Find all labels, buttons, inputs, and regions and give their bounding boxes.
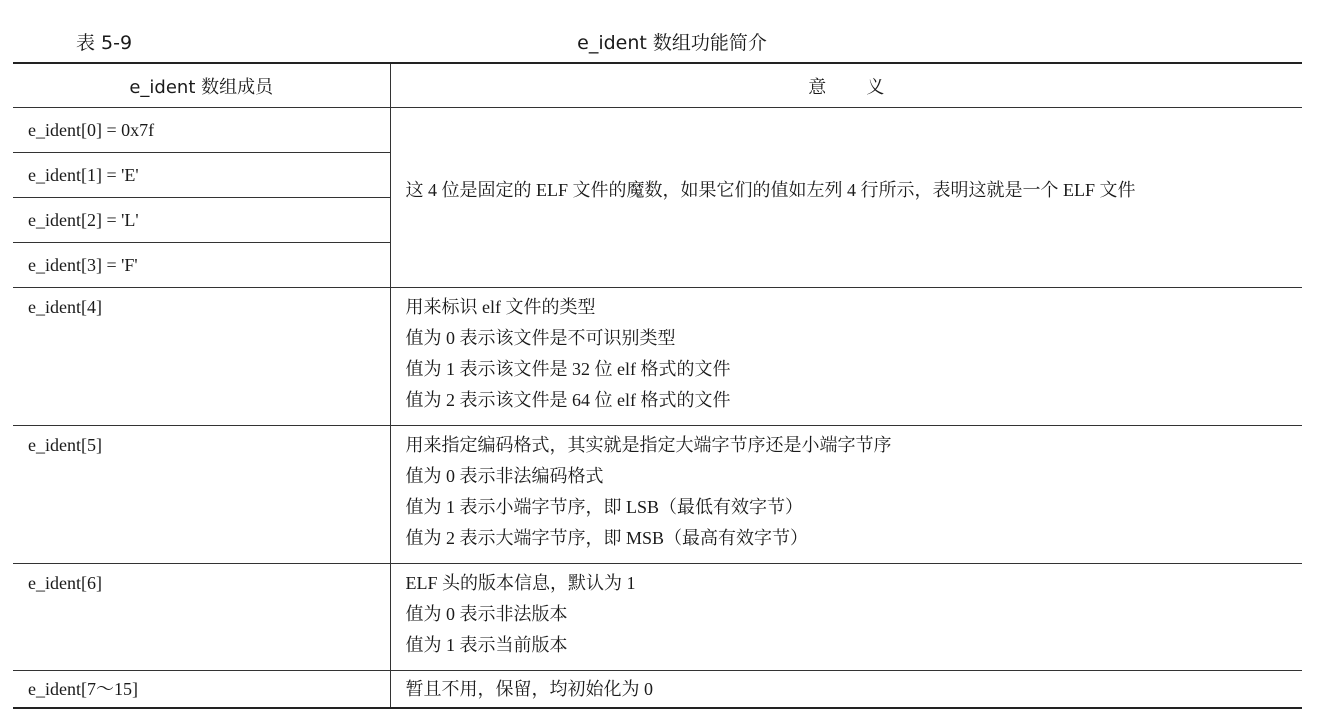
magic-meaning-cell [390,108,1302,288]
table-row-ident-0 [13,108,1302,153]
header-member: e_ident 数组成员 [13,63,390,108]
meaning-line: 值为 1 表示当前版本 [405,635,568,655]
header-meaning-b: 义 [866,76,885,98]
member-cell-1: e_ident[1] = 'E' [13,153,390,198]
member-cell-7-15: e_ident[7～15] [13,671,390,709]
e-ident-table [13,62,1302,709]
member-cell-6: e_ident[6] [13,564,390,671]
meaning-cell-4 [390,288,1302,426]
meaning-line: 用来标识 elf 文件的类型 [405,297,596,317]
header-meaning-a: 意 [808,76,827,98]
member-cell-4: e_ident[4] [13,288,390,426]
meaning-line: ELF 头的版本信息，默认为 1 [405,573,636,593]
header-meaning [390,63,1302,108]
table-row-ident-4 [13,288,1302,426]
member-cell-0: e_ident[0] = 0x7f [13,108,390,153]
meaning-line: 值为 0 表示非法编码格式 [405,466,604,486]
meaning-cell-6 [390,564,1302,671]
table-header-row [13,63,1302,108]
table-title: e_ident 数组功能简介 [577,32,767,54]
table-row-ident-6 [13,564,1302,671]
member-cell-2: e_ident[2] = 'L' [13,198,390,243]
meaning-line: 值为 0 表示非法版本 [405,604,568,624]
table-number: 表 5-9 [76,32,133,54]
magic-meaning-text: 这 4 位是固定的 ELF 文件的魔数，如果它们的值如左列 4 行所示，表明这就是一个 ELF 文件 [405,180,1136,200]
meaning-line: 用来指定编码格式，其实就是指定大端字节序还是小端字节序 [405,435,892,455]
meaning-cell-5 [390,426,1302,564]
member-cell-5: e_ident[5] [13,426,390,564]
table-caption [0,26,1344,56]
meaning-line: 值为 2 表示该文件是 64 位 elf 格式的文件 [405,390,731,410]
meaning-line: 值为 0 表示该文件是不可识别类型 [405,328,676,348]
table-row-ident-7-15 [13,671,1302,709]
member-cell-3: e_ident[3] = 'F' [13,243,390,288]
meaning-cell-7-15: 暂且不用，保留，均初始化为 0 [390,671,1302,709]
meaning-line: 值为 2 表示大端字节序，即 MSB（最高有效字节） [405,528,809,548]
table-row-ident-5 [13,426,1302,564]
meaning-line: 值为 1 表示小端字节序，即 LSB（最低有效字节） [405,497,804,517]
meaning-line: 值为 1 表示该文件是 32 位 elf 格式的文件 [405,359,731,379]
